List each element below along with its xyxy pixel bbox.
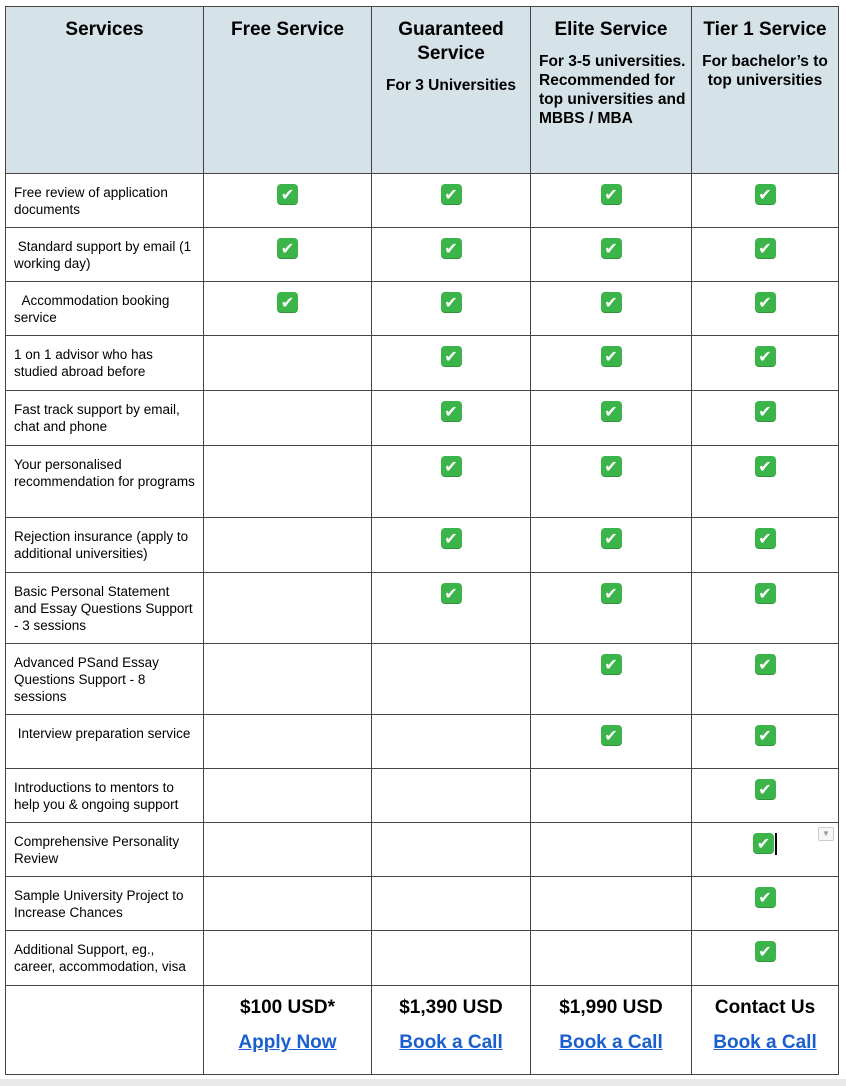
check-mark-icon: ✔ (441, 583, 462, 604)
feature-cell (692, 446, 839, 518)
table-footer (6, 986, 839, 1075)
header-free-service (204, 7, 372, 174)
feature-cell (531, 336, 692, 391)
plan-name-free: Free Service (230, 19, 345, 40)
header-tier1-service (692, 7, 839, 174)
feature-cell (204, 336, 372, 391)
table-row (6, 391, 839, 446)
feature-label: Sample University Project to Increase Chances (6, 877, 204, 931)
check-mark-icon: ✔ (755, 887, 776, 908)
check-mark-icon: ✔ (755, 583, 776, 604)
table-row (6, 518, 839, 573)
check-mark-icon: ✔ (755, 779, 776, 800)
feature-cell (372, 573, 531, 644)
feature-cell (204, 573, 372, 644)
table-header (6, 7, 839, 174)
check-mark-icon: ✔ (601, 725, 622, 746)
check-mark-icon: ✔ (755, 401, 776, 422)
check-mark-icon: ✔ (441, 292, 462, 313)
feature-cell (372, 282, 531, 336)
price-free: $100 USD* (239, 997, 336, 1018)
check-mark-icon: ✔ (441, 238, 462, 259)
feature-cell (531, 715, 692, 769)
feature-cell (372, 715, 531, 769)
feature-cell (204, 644, 372, 715)
feature-cell (531, 877, 692, 931)
price-guaranteed: $1,390 USD (399, 997, 503, 1018)
feature-cell (692, 931, 839, 986)
check-mark-icon: ✔ (601, 346, 622, 367)
feature-cell (531, 769, 692, 823)
plan-description-elite: For 3-5 universities. Recommended for top universities and MBBS / MBA (539, 53, 686, 127)
check-mark-icon: ✔ (441, 184, 462, 205)
check-mark-icon: ✔ (755, 238, 776, 259)
table-row (6, 573, 839, 644)
apply-now-link[interactable]: Apply Now (238, 1032, 337, 1053)
feature-cell (692, 174, 839, 228)
check-mark-icon: ✔ (277, 184, 298, 205)
feature-label: Additional Support, eg., career, accommodation, visa (6, 931, 204, 986)
feature-cell (692, 282, 839, 336)
table-row (6, 446, 839, 518)
feature-cell (692, 336, 839, 391)
table-row (6, 174, 839, 228)
feature-rows (6, 174, 839, 986)
price-tier1: Contact Us (714, 997, 816, 1018)
pricing-row (6, 986, 839, 1075)
book-a-call-link-tier1[interactable]: Book a Call (713, 1032, 817, 1053)
feature-cell (372, 446, 531, 518)
feature-cell (372, 391, 531, 446)
feature-label: Basic Personal Statement and Essay Questions Support - 3 sessions (6, 573, 204, 644)
check-mark-icon: ✔ (601, 401, 622, 422)
feature-cell (204, 282, 372, 336)
feature-label: Interview preparation service (6, 715, 204, 769)
feature-label: Introductions to mentors to help you & ongoing support (6, 769, 204, 823)
feature-cell (692, 823, 839, 877)
table-row (6, 877, 839, 931)
check-mark-icon: ✔ (441, 456, 462, 477)
check-mark-icon: ✔ (755, 346, 776, 367)
check-mark-icon: ✔ (441, 346, 462, 367)
check-mark-icon: ✔ (755, 184, 776, 205)
feature-cell (204, 174, 372, 228)
table-row (6, 644, 839, 715)
feature-cell (531, 446, 692, 518)
feature-cell (372, 877, 531, 931)
services-heading: Services (65, 19, 144, 40)
feature-cell (692, 644, 839, 715)
check-mark-icon: ✔ (441, 401, 462, 422)
feature-cell (204, 228, 372, 282)
pricing-elite (531, 986, 692, 1075)
feature-cell (372, 644, 531, 715)
bottom-edge (0, 1079, 846, 1086)
check-mark-icon: ✔ (601, 528, 622, 549)
services-comparison-table (5, 6, 839, 1075)
check-mark-icon: ✔ (601, 292, 622, 313)
check-mark-icon: ✔ (601, 238, 622, 259)
feature-cell (531, 823, 692, 877)
text-cursor (775, 833, 777, 855)
header-elite-service (531, 7, 692, 174)
feature-cell (204, 769, 372, 823)
feature-cell (372, 823, 531, 877)
check-mark-icon: ✔ (601, 184, 622, 205)
plan-name-guaranteed: Guaranteed Service (398, 19, 504, 64)
plan-description-guaranteed: For 3 Universities (385, 77, 517, 94)
plan-description-tier1: For bachelor’s to top universities (702, 53, 828, 89)
feature-cell (692, 715, 839, 769)
feature-cell (692, 877, 839, 931)
feature-cell (204, 446, 372, 518)
feature-cell (531, 282, 692, 336)
check-mark-icon: ✔ (601, 583, 622, 604)
plan-name-elite: Elite Service (554, 19, 668, 40)
feature-cell (372, 228, 531, 282)
feature-label: Advanced PSand Essay Questions Support - 8 sessions (6, 644, 204, 715)
feature-cell (204, 877, 372, 931)
header-row (6, 7, 839, 174)
table-row (6, 336, 839, 391)
feature-label: Free review of application documents (6, 174, 204, 228)
pricing-row-label (6, 986, 204, 1075)
feature-cell (372, 769, 531, 823)
feature-cell (531, 644, 692, 715)
feature-label: Standard support by email (1 working day) (6, 228, 204, 282)
table-row (6, 769, 839, 823)
feature-cell (692, 769, 839, 823)
feature-cell (531, 228, 692, 282)
feature-label: Rejection insurance (apply to additional universities) (6, 518, 204, 573)
check-mark-icon: ✔ (755, 456, 776, 477)
feature-cell (372, 336, 531, 391)
feature-cell (692, 228, 839, 282)
feature-cell (692, 391, 839, 446)
feature-label: Comprehensive Personality Review (6, 823, 204, 877)
feature-cell (531, 573, 692, 644)
check-mark-icon: ✔ (277, 238, 298, 259)
feature-cell (204, 823, 372, 877)
table-row (6, 931, 839, 986)
pricing-guaranteed (372, 986, 531, 1075)
feature-label: 1 on 1 advisor who has studied abroad before (6, 336, 204, 391)
table-row (6, 282, 839, 336)
feature-cell (372, 518, 531, 573)
feature-label: Accommodation booking service (6, 282, 204, 336)
feature-cell (204, 715, 372, 769)
pricing-tier1 (692, 986, 839, 1075)
check-mark-icon: ✔ (601, 456, 622, 477)
feature-cell (372, 174, 531, 228)
table-row (6, 228, 839, 282)
table-row (6, 823, 839, 877)
book-a-call-link-elite[interactable]: Book a Call (559, 1032, 663, 1053)
cell-dropdown-icon[interactable]: ▼ (818, 827, 834, 841)
feature-cell (372, 931, 531, 986)
feature-cell (531, 174, 692, 228)
check-mark-icon: ✔ (277, 292, 298, 313)
feature-cell (531, 518, 692, 573)
feature-cell (531, 931, 692, 986)
header-services (6, 7, 204, 174)
feature-label: Fast track support by email, chat and phone (6, 391, 204, 446)
feature-cell (692, 573, 839, 644)
feature-cell (692, 518, 839, 573)
check-mark-icon: ✔ (755, 528, 776, 549)
price-elite: $1,990 USD (559, 997, 663, 1018)
book-a-call-link-guaranteed[interactable]: Book a Call (399, 1032, 503, 1053)
feature-cell (204, 931, 372, 986)
check-mark-icon: ✔ (755, 941, 776, 962)
check-mark-icon: ✔ (601, 654, 622, 675)
check-mark-icon: ✔ (755, 654, 776, 675)
table-row (6, 715, 839, 769)
header-guaranteed-service (372, 7, 531, 174)
feature-label: Your personalised recommendation for programs (6, 446, 204, 518)
check-mark-icon: ✔ (755, 725, 776, 746)
plan-name-tier1: Tier 1 Service (703, 19, 827, 40)
feature-cell (204, 391, 372, 446)
check-mark-icon: ✔ (753, 833, 774, 854)
check-mark-icon: ✔ (755, 292, 776, 313)
pricing-free (204, 986, 372, 1075)
check-mark-icon: ✔ (441, 528, 462, 549)
feature-cell (531, 391, 692, 446)
feature-cell (204, 518, 372, 573)
